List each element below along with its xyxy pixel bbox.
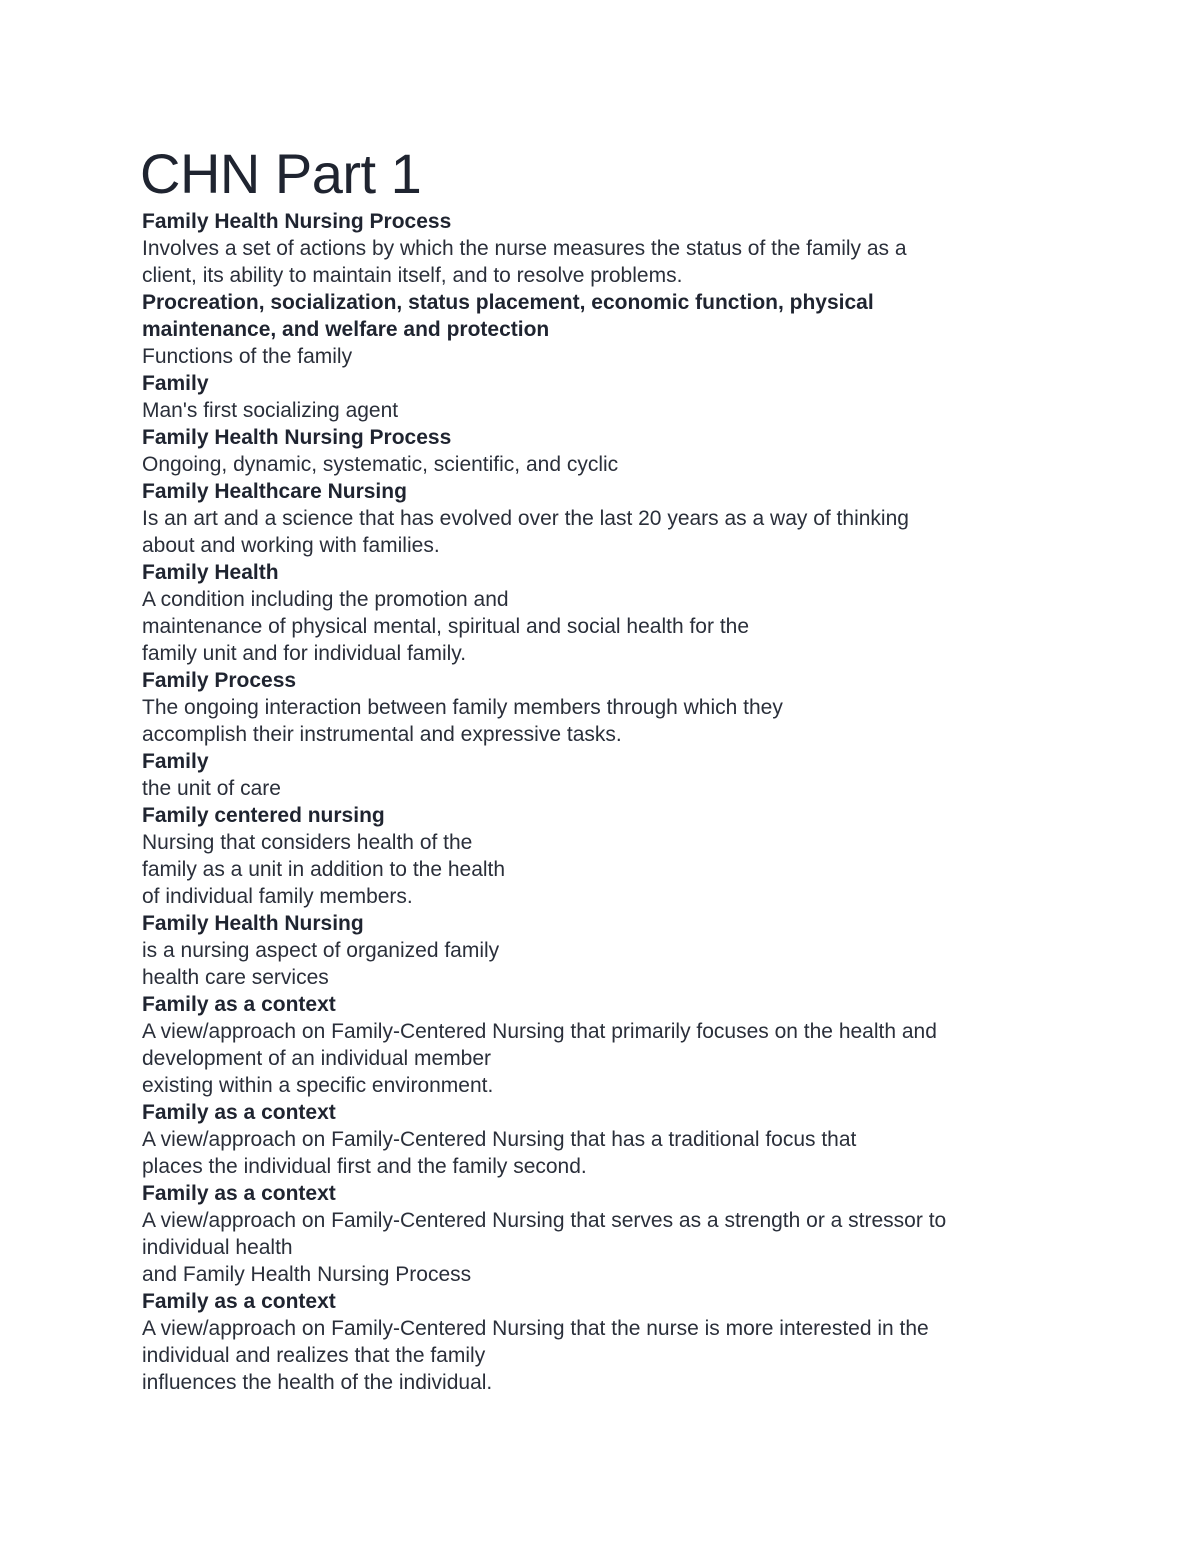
card-definition: Functions of the family	[142, 345, 353, 368]
card-definition: Ongoing, dynamic, systematic, scientific, and cyclic	[142, 453, 619, 476]
card-term: Family	[142, 750, 209, 773]
card-term: Procreation, socialization, status placement, economic function, physical maintenance, and welfare and protection	[142, 291, 874, 341]
card-term: Family Health Nursing Process	[142, 210, 452, 233]
card-definition: the unit of care	[142, 777, 281, 800]
flashcard-6	[142, 559, 1062, 667]
flashcard-1	[142, 208, 1062, 289]
flashcard-14	[142, 1288, 1062, 1396]
card-definition: A condition including the promotion and maintenance of physical mental, spiritual and social health for the family unit and for individual family.	[142, 588, 750, 665]
flashcard-13	[142, 1180, 1062, 1288]
card-term: Family as a context	[142, 1290, 336, 1313]
card-definition: is a nursing aspect of organized family health care services	[142, 939, 500, 989]
card-definition: Involves a set of actions by which the nurse measures the status of the family as a client, its ability to maintain itself, and to resolve problems.	[142, 237, 907, 287]
flashcard-7	[142, 667, 1062, 748]
card-definition: Nursing that considers health of the family as a unit in addition to the health of individual family members.	[142, 831, 506, 908]
card-term: Family as a context	[142, 993, 336, 1016]
card-definition: A view/approach on Family-Centered Nursing that has a traditional focus that places the individual first and the family second.	[142, 1128, 857, 1178]
flashcard-11	[142, 991, 1062, 1099]
card-term: Family centered nursing	[142, 804, 385, 827]
flashcard-5	[142, 478, 1062, 559]
card-definition: Man's first socializing agent	[142, 399, 399, 422]
card-term: Family as a context	[142, 1101, 336, 1124]
page-title: CHN Part 1	[140, 142, 422, 205]
flashcard-8	[142, 748, 1062, 802]
card-definition: The ongoing interaction between family members through which they accomplish their instrumental and expressive tasks.	[142, 696, 783, 746]
card-definition: A view/approach on Family-Centered Nursing that serves as a strength or a stressor to individual health and Family Health Nursing Process	[142, 1209, 947, 1286]
card-definition: Is an art and a science that has evolved over the last 20 years as a way of thinking about and working with families.	[142, 507, 909, 557]
flashcard-12	[142, 1099, 1062, 1180]
card-term: Family Process	[142, 669, 297, 692]
flashcard-3	[142, 370, 1062, 424]
flashcard-4	[142, 424, 1062, 478]
card-term: Family as a context	[142, 1182, 336, 1205]
flashcard-2	[142, 289, 1062, 370]
card-term: Family Healthcare Nursing	[142, 480, 407, 503]
document-page	[142, 140, 1062, 1396]
card-term: Family Health Nursing Process	[142, 426, 452, 449]
flashcard-9	[142, 802, 1062, 910]
card-term: Family Health	[142, 561, 279, 584]
flashcard-10	[142, 910, 1062, 991]
card-definition: A view/approach on Family-Centered Nursing that primarily focuses on the health and development of an individual member existing within a specific environment.	[142, 1020, 937, 1097]
card-term: Family Health Nursing	[142, 912, 364, 935]
card-term: Family	[142, 372, 209, 395]
card-definition: A view/approach on Family-Centered Nursing that the nurse is more interested in the individual and realizes that the family influences the health of the individual.	[142, 1317, 929, 1394]
